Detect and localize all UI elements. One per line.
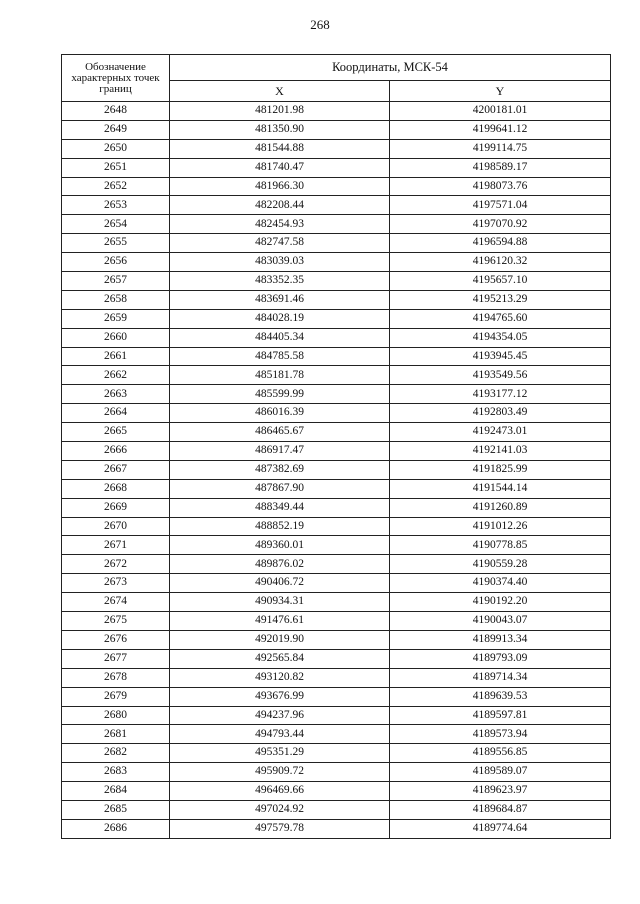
x-cell: 481740.47 <box>170 158 390 177</box>
table-row <box>62 649 611 668</box>
table-row <box>62 404 611 423</box>
x-cell: 497024.92 <box>170 800 390 819</box>
point-cell: 2668 <box>62 479 170 498</box>
x-cell: 483352.35 <box>170 272 390 291</box>
x-cell: 490934.31 <box>170 593 390 612</box>
table-row <box>62 158 611 177</box>
table-row <box>62 423 611 442</box>
point-cell: 2667 <box>62 460 170 479</box>
x-cell: 484028.19 <box>170 309 390 328</box>
table-row <box>62 630 611 649</box>
table-row <box>62 574 611 593</box>
x-cell: 496469.66 <box>170 782 390 801</box>
y-cell: 4189793.09 <box>390 649 611 668</box>
page-number: 268 <box>310 17 330 32</box>
y-cell: 4200181.01 <box>390 102 611 121</box>
point-cell: 2653 <box>62 196 170 215</box>
x-cell: 493676.99 <box>170 687 390 706</box>
table-row <box>62 517 611 536</box>
table-row <box>62 139 611 158</box>
table-row <box>62 366 611 385</box>
table-row <box>62 819 611 838</box>
table-row <box>62 536 611 555</box>
point-cell: 2658 <box>62 290 170 309</box>
y-cell: 4197070.92 <box>390 215 611 234</box>
x-cell: 492565.84 <box>170 649 390 668</box>
x-cell: 494237.96 <box>170 706 390 725</box>
point-cell: 2665 <box>62 423 170 442</box>
point-cell: 2675 <box>62 612 170 631</box>
y-cell: 4192803.49 <box>390 404 611 423</box>
point-cell: 2679 <box>62 687 170 706</box>
table-row <box>62 479 611 498</box>
y-cell: 4190374.40 <box>390 574 611 593</box>
x-cell: 492019.90 <box>170 630 390 649</box>
x-cell: 489360.01 <box>170 536 390 555</box>
x-cell: 484785.58 <box>170 347 390 366</box>
x-cell: 484405.34 <box>170 328 390 347</box>
point-cell: 2686 <box>62 819 170 838</box>
x-cell: 485599.99 <box>170 385 390 404</box>
y-cell: 4191825.99 <box>390 460 611 479</box>
table-row <box>62 177 611 196</box>
point-cell: 2652 <box>62 177 170 196</box>
table-row <box>62 442 611 461</box>
x-cell: 488349.44 <box>170 498 390 517</box>
y-cell: 4195657.10 <box>390 272 611 291</box>
point-cell: 2685 <box>62 800 170 819</box>
point-cell: 2657 <box>62 272 170 291</box>
y-cell: 4191544.14 <box>390 479 611 498</box>
table-body <box>62 102 611 839</box>
y-cell: 4189714.34 <box>390 668 611 687</box>
table-row <box>62 290 611 309</box>
point-cell: 2655 <box>62 234 170 253</box>
header-x: X <box>170 81 390 102</box>
point-cell: 2672 <box>62 555 170 574</box>
x-cell: 481350.90 <box>170 120 390 139</box>
table-row <box>62 120 611 139</box>
header-y: Y <box>390 81 611 102</box>
table-row <box>62 309 611 328</box>
point-cell: 2648 <box>62 102 170 121</box>
y-cell: 4194354.05 <box>390 328 611 347</box>
x-cell: 488852.19 <box>170 517 390 536</box>
y-cell: 4189573.94 <box>390 725 611 744</box>
x-cell: 493120.82 <box>170 668 390 687</box>
point-cell: 2654 <box>62 215 170 234</box>
point-cell: 2683 <box>62 763 170 782</box>
x-cell: 482454.93 <box>170 215 390 234</box>
x-cell: 487382.69 <box>170 460 390 479</box>
y-cell: 4190778.85 <box>390 536 611 555</box>
point-cell: 2677 <box>62 649 170 668</box>
y-cell: 4190043.07 <box>390 612 611 631</box>
point-cell: 2674 <box>62 593 170 612</box>
header-point-designation: Обозначение характерных точек границ <box>62 55 170 102</box>
y-cell: 4197571.04 <box>390 196 611 215</box>
point-cell: 2682 <box>62 744 170 763</box>
table-row <box>62 215 611 234</box>
y-cell: 4195213.29 <box>390 290 611 309</box>
table-row <box>62 744 611 763</box>
table-row <box>62 800 611 819</box>
point-cell: 2663 <box>62 385 170 404</box>
point-cell: 2681 <box>62 725 170 744</box>
x-cell: 490406.72 <box>170 574 390 593</box>
point-cell: 2680 <box>62 706 170 725</box>
point-cell: 2673 <box>62 574 170 593</box>
table-row <box>62 725 611 744</box>
x-cell: 483691.46 <box>170 290 390 309</box>
table-row <box>62 253 611 272</box>
y-cell: 4198073.76 <box>390 177 611 196</box>
point-cell: 2664 <box>62 404 170 423</box>
y-cell: 4190192.20 <box>390 593 611 612</box>
y-cell: 4193549.56 <box>390 366 611 385</box>
x-cell: 486016.39 <box>170 404 390 423</box>
table-row <box>62 272 611 291</box>
y-cell: 4194765.60 <box>390 309 611 328</box>
x-cell: 482208.44 <box>170 196 390 215</box>
x-cell: 485181.78 <box>170 366 390 385</box>
point-cell: 2659 <box>62 309 170 328</box>
y-cell: 4198589.17 <box>390 158 611 177</box>
y-cell: 4189623.97 <box>390 782 611 801</box>
x-cell: 489876.02 <box>170 555 390 574</box>
point-cell: 2656 <box>62 253 170 272</box>
point-cell: 2670 <box>62 517 170 536</box>
x-cell: 495351.29 <box>170 744 390 763</box>
y-cell: 4189556.85 <box>390 744 611 763</box>
y-cell: 4192473.01 <box>390 423 611 442</box>
table-row <box>62 385 611 404</box>
x-cell: 495909.72 <box>170 763 390 782</box>
point-cell: 2671 <box>62 536 170 555</box>
y-cell: 4196594.88 <box>390 234 611 253</box>
x-cell: 481966.30 <box>170 177 390 196</box>
x-cell: 497579.78 <box>170 819 390 838</box>
y-cell: 4189913.34 <box>390 630 611 649</box>
point-cell: 2669 <box>62 498 170 517</box>
table-row <box>62 196 611 215</box>
y-cell: 4196120.32 <box>390 253 611 272</box>
y-cell: 4191260.89 <box>390 498 611 517</box>
point-cell: 2661 <box>62 347 170 366</box>
header-coordinates: Координаты, МСК-54 <box>170 55 611 81</box>
y-cell: 4189684.87 <box>390 800 611 819</box>
y-cell: 4192141.03 <box>390 442 611 461</box>
table-row <box>62 687 611 706</box>
table-row <box>62 347 611 366</box>
table-row <box>62 460 611 479</box>
x-cell: 481544.88 <box>170 139 390 158</box>
point-cell: 2660 <box>62 328 170 347</box>
x-cell: 486465.67 <box>170 423 390 442</box>
y-cell: 4199114.75 <box>390 139 611 158</box>
y-cell: 4199641.12 <box>390 120 611 139</box>
x-cell: 487867.90 <box>170 479 390 498</box>
table-row <box>62 763 611 782</box>
y-cell: 4193945.45 <box>390 347 611 366</box>
y-cell: 4189774.64 <box>390 819 611 838</box>
table-row <box>62 498 611 517</box>
x-cell: 491476.61 <box>170 612 390 631</box>
y-cell: 4190559.28 <box>390 555 611 574</box>
table-row <box>62 555 611 574</box>
y-cell: 4189597.81 <box>390 706 611 725</box>
y-cell: 4191012.26 <box>390 517 611 536</box>
table-row <box>62 668 611 687</box>
coordinates-table <box>61 54 611 839</box>
point-cell: 2684 <box>62 782 170 801</box>
table-row <box>62 706 611 725</box>
table-row <box>62 612 611 631</box>
table-row <box>62 782 611 801</box>
point-cell: 2650 <box>62 139 170 158</box>
x-cell: 482747.58 <box>170 234 390 253</box>
point-cell: 2666 <box>62 442 170 461</box>
point-cell: 2662 <box>62 366 170 385</box>
table-row <box>62 328 611 347</box>
x-cell: 494793.44 <box>170 725 390 744</box>
point-cell: 2678 <box>62 668 170 687</box>
y-cell: 4193177.12 <box>390 385 611 404</box>
table-row <box>62 593 611 612</box>
x-cell: 483039.03 <box>170 253 390 272</box>
table-row <box>62 234 611 253</box>
y-cell: 4189639.53 <box>390 687 611 706</box>
point-cell: 2676 <box>62 630 170 649</box>
y-cell: 4189589.07 <box>390 763 611 782</box>
table-row <box>62 102 611 121</box>
x-cell: 481201.98 <box>170 102 390 121</box>
x-cell: 486917.47 <box>170 442 390 461</box>
point-cell: 2651 <box>62 158 170 177</box>
point-cell: 2649 <box>62 120 170 139</box>
